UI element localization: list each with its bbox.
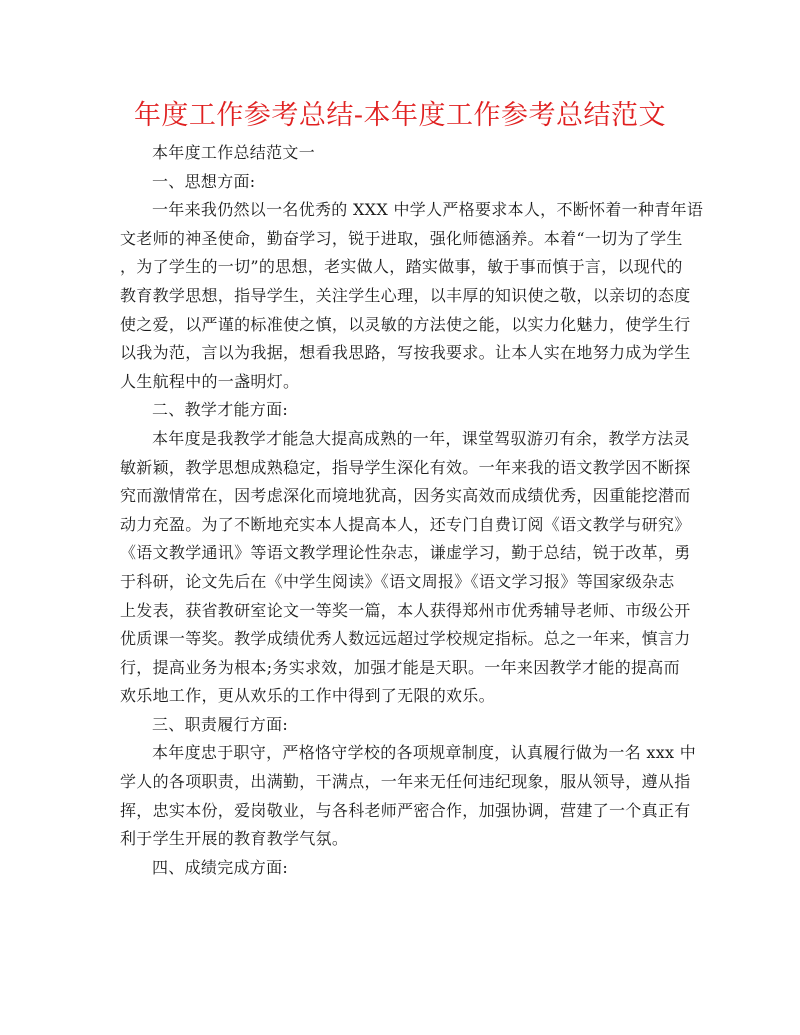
paragraph-line: ，为了学生的一切”的思想，老实做人，踏实做事，敏于事而慎于言，以现代的 [120, 257, 683, 277]
paragraph-line: 人生航程中的一盏明灯。 [120, 371, 300, 391]
paragraph-line: 动力充盈。为了不断地充实本人提高本人，还专门自费订阅《语文教学与研究》 [120, 514, 691, 534]
paragraph-line: 行，提高业务为根本;务实求效，加强才能是天职。一年来因教学才能的提高而 [120, 657, 680, 677]
paragraph-line: 于科研，论文先后在《中学生阅读》《语文周报》《语文学习报》等国家级杂志 [120, 571, 675, 591]
paragraph-line: 欢乐地工作，更从欢乐的工作中得到了无限的欢乐。 [120, 686, 495, 706]
section-body-teaching [120, 425, 691, 711]
paragraph-line: 一年来我仍然以一名优秀的 XXX 中学人严格要求本人，不断怀着一种青年语 [152, 200, 704, 220]
paragraph-line: 敏新颖，教学思想成熟稳定，指导学生深化有效。一年来我的语文教学因不断探 [120, 457, 691, 477]
section-heading-teaching: 二、教学才能方面: [152, 400, 289, 420]
paragraph-line: 学人的各项职责，出满勤，干满点，一年来无任何违纪现象，服从领导，遵从指 [120, 772, 691, 792]
paragraph-line: 《语文教学通讯》等语文教学理论性杂志，谦虚学习，勤于总结，锐于改革，勇 [120, 543, 691, 563]
paragraph-line: 优质课一等奖。教学成绩优秀人数远远超过学校规定指标。总之一年来，慎言力 [120, 629, 691, 649]
paragraph-line: 使之爱，以严谨的标准使之慎，以灵敏的方法使之能，以实力化魅力，使学生行 [120, 314, 691, 334]
paragraph-line: 本年度是我教学才能急大提高成熟的一年，课堂驾驭游刃有余，教学方法灵 [152, 428, 690, 448]
paragraph-line: 上发表，获省教研室论文一等奖一篇，本人获得郑州市优秀辅导老师、市级公开 [120, 600, 691, 620]
paragraph-line: 利于学生开展的教育教学气氛。 [120, 829, 349, 849]
document-title: 年度工作参考总结-本年度工作参考总结范文 [133, 100, 667, 131]
section-heading-results: 四、成绩完成方面: [152, 857, 289, 877]
section-heading-duty: 三、职责履行方面: [152, 714, 289, 734]
paragraph-line: 以我为范，言以为我据，想看我思路，写按我要求。让本人实在地努力成为学生 [120, 343, 691, 363]
paragraph-line: 本年度忠于职守，严格恪守学校的各项规章制度，认真履行做为一名 xxx 中 [152, 743, 697, 763]
paragraph-line: 挥，忠实本份，爱岗敬业，与各科老师严密合作，加强协调，营建了一个真正有 [120, 800, 691, 820]
paragraph-line: 教育教学思想，指导学生，关注学生心理，以丰厚的知识使之敬，以亲切的态度 [120, 285, 691, 305]
section-heading-thought: 一、思想方面: [152, 171, 256, 191]
document-subtitle: 本年度工作总结范文一 [152, 143, 316, 162]
document-page [120, 96, 704, 882]
paragraph-line: 文老师的神圣使命，勤奋学习，锐于进取，强化师德涵养。本着“一切为了学生 [120, 228, 683, 248]
section-body-duty [120, 739, 697, 853]
paragraph-line: 究而激情常在，因考虑深化而境地犹高，因务实高效而成绩优秀，因重能挖潜而 [120, 486, 691, 506]
section-body-thought [120, 196, 704, 396]
